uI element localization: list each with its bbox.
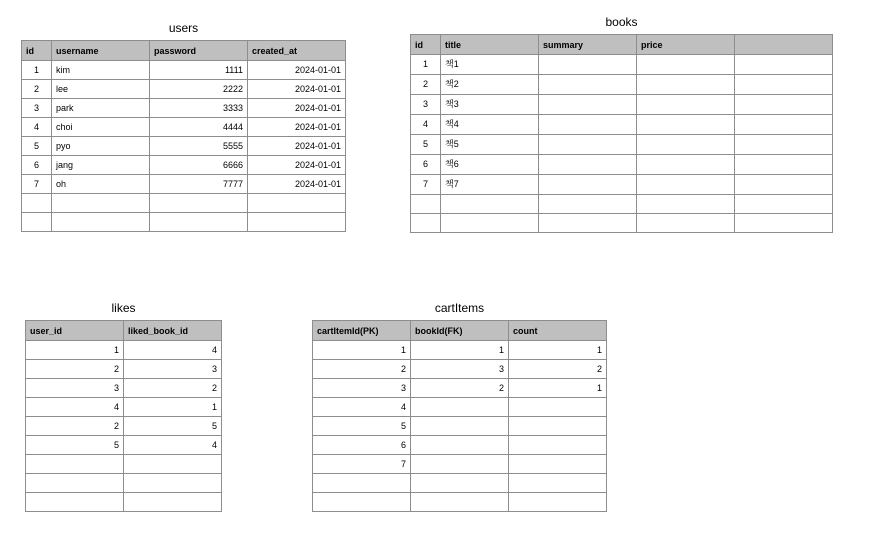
table-cell: 2 — [22, 80, 52, 99]
table-cell — [735, 214, 833, 233]
table-cell: 3333 — [150, 99, 248, 118]
table-cell: lee — [52, 80, 150, 99]
table-cell — [411, 455, 509, 474]
table-cell: 5555 — [150, 137, 248, 156]
column-header: username — [52, 41, 150, 61]
table-cell — [735, 195, 833, 214]
table-cell: 7 — [411, 175, 441, 195]
table-cell — [509, 474, 607, 493]
table-row — [22, 213, 346, 232]
column-header: bookId(FK) — [411, 321, 509, 341]
table-cell: 2 — [411, 75, 441, 95]
table-cell: 2 — [124, 379, 222, 398]
table-cell: 3 — [313, 379, 411, 398]
table-cell: 4 — [124, 436, 222, 455]
table-cell: 3 — [26, 379, 124, 398]
table-cell: 5 — [313, 417, 411, 436]
table-row — [26, 341, 222, 360]
column-header: price — [637, 35, 735, 55]
table-cell — [26, 493, 124, 512]
table-cell: 1 — [509, 379, 607, 398]
likes-table — [25, 320, 222, 512]
table-row — [411, 55, 833, 75]
column-header: count — [509, 321, 607, 341]
table-cell: 1 — [411, 55, 441, 75]
table-cell — [411, 398, 509, 417]
table-cell: 2024-01-01 — [248, 137, 346, 156]
table-cell: kim — [52, 61, 150, 80]
table-cell — [637, 135, 735, 155]
table-cell: 책4 — [441, 115, 539, 135]
table-cell: 5 — [411, 135, 441, 155]
table-row — [22, 61, 346, 80]
table-row — [22, 80, 346, 99]
table-cell: 4 — [22, 118, 52, 137]
column-header — [735, 35, 833, 55]
table-row — [26, 493, 222, 512]
table-cell: 책3 — [441, 95, 539, 115]
table-cell — [509, 493, 607, 512]
table-cell — [539, 95, 637, 115]
table-cell: 2 — [26, 360, 124, 379]
users-table-block — [21, 21, 346, 232]
column-header: id — [22, 41, 52, 61]
likes-table-block — [25, 301, 222, 512]
table-cell — [509, 417, 607, 436]
table-cell — [735, 115, 833, 135]
table-row — [411, 175, 833, 195]
table-row — [411, 115, 833, 135]
table-row — [411, 75, 833, 95]
table-cell: jang — [52, 156, 150, 175]
table-cell: choi — [52, 118, 150, 137]
table-cell: 1 — [124, 398, 222, 417]
table-cell — [22, 194, 52, 213]
table-cell — [411, 195, 441, 214]
table-cell: 책2 — [441, 75, 539, 95]
table-cell — [248, 194, 346, 213]
column-header: created_at — [248, 41, 346, 61]
table-cell: 3 — [411, 95, 441, 115]
table-cell — [313, 493, 411, 512]
table-cell — [539, 155, 637, 175]
table-cell: 2 — [509, 360, 607, 379]
table-cell — [637, 115, 735, 135]
header-row — [22, 41, 346, 61]
column-header: title — [441, 35, 539, 55]
table-cell: pyo — [52, 137, 150, 156]
table-cell: park — [52, 99, 150, 118]
table-cell — [22, 213, 52, 232]
table-cell: 7 — [313, 455, 411, 474]
table-row — [26, 436, 222, 455]
table-row — [411, 95, 833, 115]
table-row — [22, 137, 346, 156]
table-cell: 4 — [313, 398, 411, 417]
table-cell — [735, 175, 833, 195]
table-row — [313, 436, 607, 455]
table-cell: 5 — [124, 417, 222, 436]
table-cell — [26, 455, 124, 474]
table-cell — [539, 175, 637, 195]
table-row — [411, 135, 833, 155]
cartitems-table — [312, 320, 607, 512]
table-cell — [411, 417, 509, 436]
table-cell — [124, 474, 222, 493]
table-cell — [637, 75, 735, 95]
column-header: cartItemId(PK) — [313, 321, 411, 341]
table-row — [26, 379, 222, 398]
books-table — [410, 34, 833, 233]
table-cell — [150, 213, 248, 232]
column-header: summary — [539, 35, 637, 55]
table-row — [411, 195, 833, 214]
table-cell — [735, 95, 833, 115]
table-cell — [735, 75, 833, 95]
table-row — [22, 194, 346, 213]
table-cell: 6666 — [150, 156, 248, 175]
table-cell — [539, 115, 637, 135]
table-cell — [313, 474, 411, 493]
table-row — [26, 455, 222, 474]
table-row — [22, 99, 346, 118]
table-cell — [150, 194, 248, 213]
table-cell: 2024-01-01 — [248, 99, 346, 118]
table-cell — [509, 398, 607, 417]
header-row — [26, 321, 222, 341]
table-cell — [509, 455, 607, 474]
table-cell — [637, 55, 735, 75]
table-cell: 7777 — [150, 175, 248, 194]
users-table — [21, 40, 346, 232]
table-cell: 2 — [313, 360, 411, 379]
table-cell: 2 — [411, 379, 509, 398]
table-row — [313, 493, 607, 512]
table-cell — [637, 175, 735, 195]
table-cell: 4 — [26, 398, 124, 417]
header-row — [411, 35, 833, 55]
table-cell — [411, 436, 509, 455]
table-row — [313, 455, 607, 474]
table-title: cartItems — [434, 301, 485, 315]
table-cell: 1 — [313, 341, 411, 360]
table-cell: 4444 — [150, 118, 248, 137]
table-cell: oh — [52, 175, 150, 194]
table-cell — [637, 214, 735, 233]
table-title: books — [605, 15, 638, 29]
table-cell: 5 — [26, 436, 124, 455]
table-row — [313, 398, 607, 417]
table-cell — [539, 214, 637, 233]
books-table-block — [410, 15, 833, 233]
table-cell: 6 — [411, 155, 441, 175]
table-cell: 6 — [313, 436, 411, 455]
table-cell: 2024-01-01 — [248, 61, 346, 80]
table-row — [411, 155, 833, 175]
column-header: id — [411, 35, 441, 55]
table-cell: 7 — [22, 175, 52, 194]
table-cell: 3 — [411, 360, 509, 379]
table-row — [26, 417, 222, 436]
table-cell — [26, 474, 124, 493]
table-row — [313, 474, 607, 493]
table-cell — [248, 213, 346, 232]
table-cell — [441, 195, 539, 214]
table-row — [26, 360, 222, 379]
table-cell: 4 — [411, 115, 441, 135]
table-cell — [124, 455, 222, 474]
column-header: user_id — [26, 321, 124, 341]
table-cell — [735, 55, 833, 75]
table-cell: 책1 — [441, 55, 539, 75]
table-row — [411, 214, 833, 233]
table-title: users — [168, 21, 199, 35]
table-row — [313, 417, 607, 436]
table-row — [22, 156, 346, 175]
table-cell — [441, 214, 539, 233]
table-row — [313, 360, 607, 379]
table-cell: 1 — [411, 341, 509, 360]
table-cell — [52, 213, 150, 232]
table-cell: 1111 — [150, 61, 248, 80]
table-cell — [735, 135, 833, 155]
table-cell: 2222 — [150, 80, 248, 99]
table-cell — [539, 75, 637, 95]
table-row — [26, 474, 222, 493]
table-cell — [637, 195, 735, 214]
table-cell: 2024-01-01 — [248, 80, 346, 99]
table-cell: 3 — [22, 99, 52, 118]
table-cell: 1 — [26, 341, 124, 360]
table-cell: 2024-01-01 — [248, 175, 346, 194]
table-cell — [735, 155, 833, 175]
table-cell — [124, 493, 222, 512]
column-header: liked_book_id — [124, 321, 222, 341]
table-row — [22, 118, 346, 137]
table-cell — [411, 493, 509, 512]
table-row — [313, 341, 607, 360]
table-row — [313, 379, 607, 398]
header-row — [313, 321, 607, 341]
table-cell: 5 — [22, 137, 52, 156]
table-cell — [539, 135, 637, 155]
table-cell — [411, 214, 441, 233]
table-cell: 2 — [26, 417, 124, 436]
table-cell: 6 — [22, 156, 52, 175]
table-cell: 1 — [22, 61, 52, 80]
table-cell — [52, 194, 150, 213]
table-cell — [539, 195, 637, 214]
table-row — [22, 175, 346, 194]
table-cell — [411, 474, 509, 493]
table-row — [26, 398, 222, 417]
table-cell: 3 — [124, 360, 222, 379]
table-cell — [509, 436, 607, 455]
table-title: likes — [111, 301, 136, 315]
table-cell: 책5 — [441, 135, 539, 155]
table-cell — [539, 55, 637, 75]
table-cell: 책6 — [441, 155, 539, 175]
table-cell: 책7 — [441, 175, 539, 195]
table-cell: 4 — [124, 341, 222, 360]
table-cell: 2024-01-01 — [248, 156, 346, 175]
cartitems-table-block — [312, 301, 607, 512]
table-cell: 2024-01-01 — [248, 118, 346, 137]
column-header: password — [150, 41, 248, 61]
table-cell — [637, 155, 735, 175]
table-cell: 1 — [509, 341, 607, 360]
table-cell — [637, 95, 735, 115]
